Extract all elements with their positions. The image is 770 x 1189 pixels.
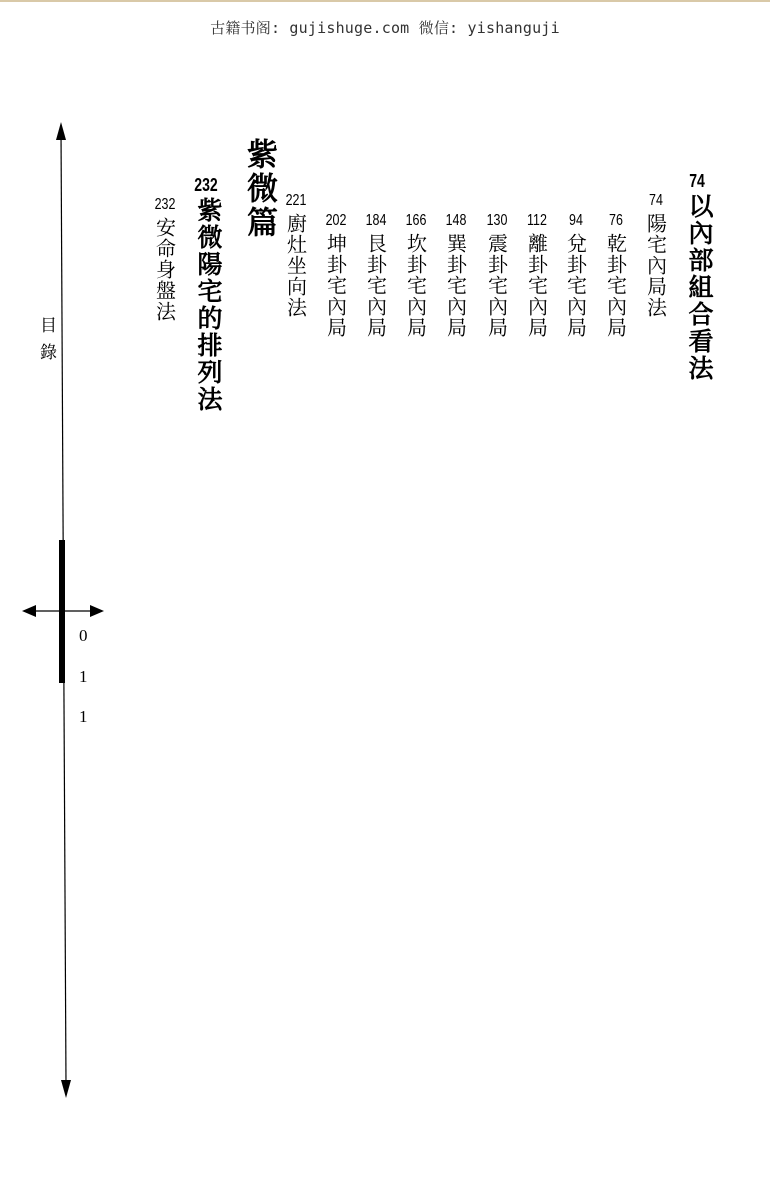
toc-page: 76 [609, 212, 623, 229]
toc-title: 坎卦宅內局 [403, 233, 428, 338]
toc-title: 紫微陽宅的排列法 [194, 197, 223, 413]
page-number-digit: 0 [79, 626, 88, 645]
toc-entry[interactable] [360, 212, 392, 338]
toc-page: 232 [154, 196, 176, 213]
toc-side-label: 目錄 [36, 316, 56, 370]
toc-entry[interactable] [481, 212, 513, 338]
axis-arrow-decoration [0, 0, 120, 1189]
toc-page: 221 [285, 192, 307, 209]
toc-title: 以內部組合看法 [685, 193, 714, 382]
toc-entry[interactable] [521, 212, 553, 338]
toc-page: 94 [569, 212, 583, 229]
toc-page: 74 [649, 192, 663, 209]
watermark-text: 古籍书阁: gujishuge.com 微信: yishanguji [210, 19, 560, 37]
toc-entry[interactable] [190, 176, 222, 413]
toc-title: 艮卦宅內局 [363, 233, 388, 338]
toc-entry[interactable] [560, 212, 592, 338]
toc-page: 74 [689, 171, 705, 191]
toc-title: 陽宅內局法 [643, 213, 668, 318]
toc-title: 兌卦宅內局 [563, 233, 588, 338]
page-number-digit: 1 [79, 707, 88, 726]
toc-page: 112 [527, 212, 547, 229]
toc-entry[interactable] [320, 212, 352, 338]
toc-page: 148 [445, 212, 467, 229]
toc-page: 232 [194, 175, 218, 195]
toc-page: 166 [405, 212, 427, 229]
toc-title: 離卦宅內局 [524, 233, 549, 338]
toc-title: 廚灶坐向法 [283, 213, 308, 318]
section-heading: 紫微篇 [241, 138, 277, 240]
toc-title: 乾卦宅內局 [603, 233, 628, 338]
toc-entry[interactable] [640, 192, 672, 318]
toc-title: 震卦宅內局 [484, 233, 509, 338]
toc-page: 202 [325, 212, 347, 229]
toc-entry[interactable] [149, 196, 181, 322]
toc-entry[interactable] [681, 172, 713, 382]
toc-entry[interactable] [400, 212, 432, 338]
toc-title: 坤卦宅內局 [323, 233, 348, 338]
toc-title: 安命身盤法 [152, 217, 177, 322]
toc-entry[interactable] [280, 192, 312, 318]
page-number-digit: 1 [79, 667, 88, 686]
toc-title: 巽卦宅內局 [443, 233, 468, 338]
toc-page: 184 [365, 212, 387, 229]
toc-entry[interactable] [440, 212, 472, 338]
toc-page: 130 [486, 212, 508, 229]
toc-entry[interactable] [600, 212, 632, 338]
